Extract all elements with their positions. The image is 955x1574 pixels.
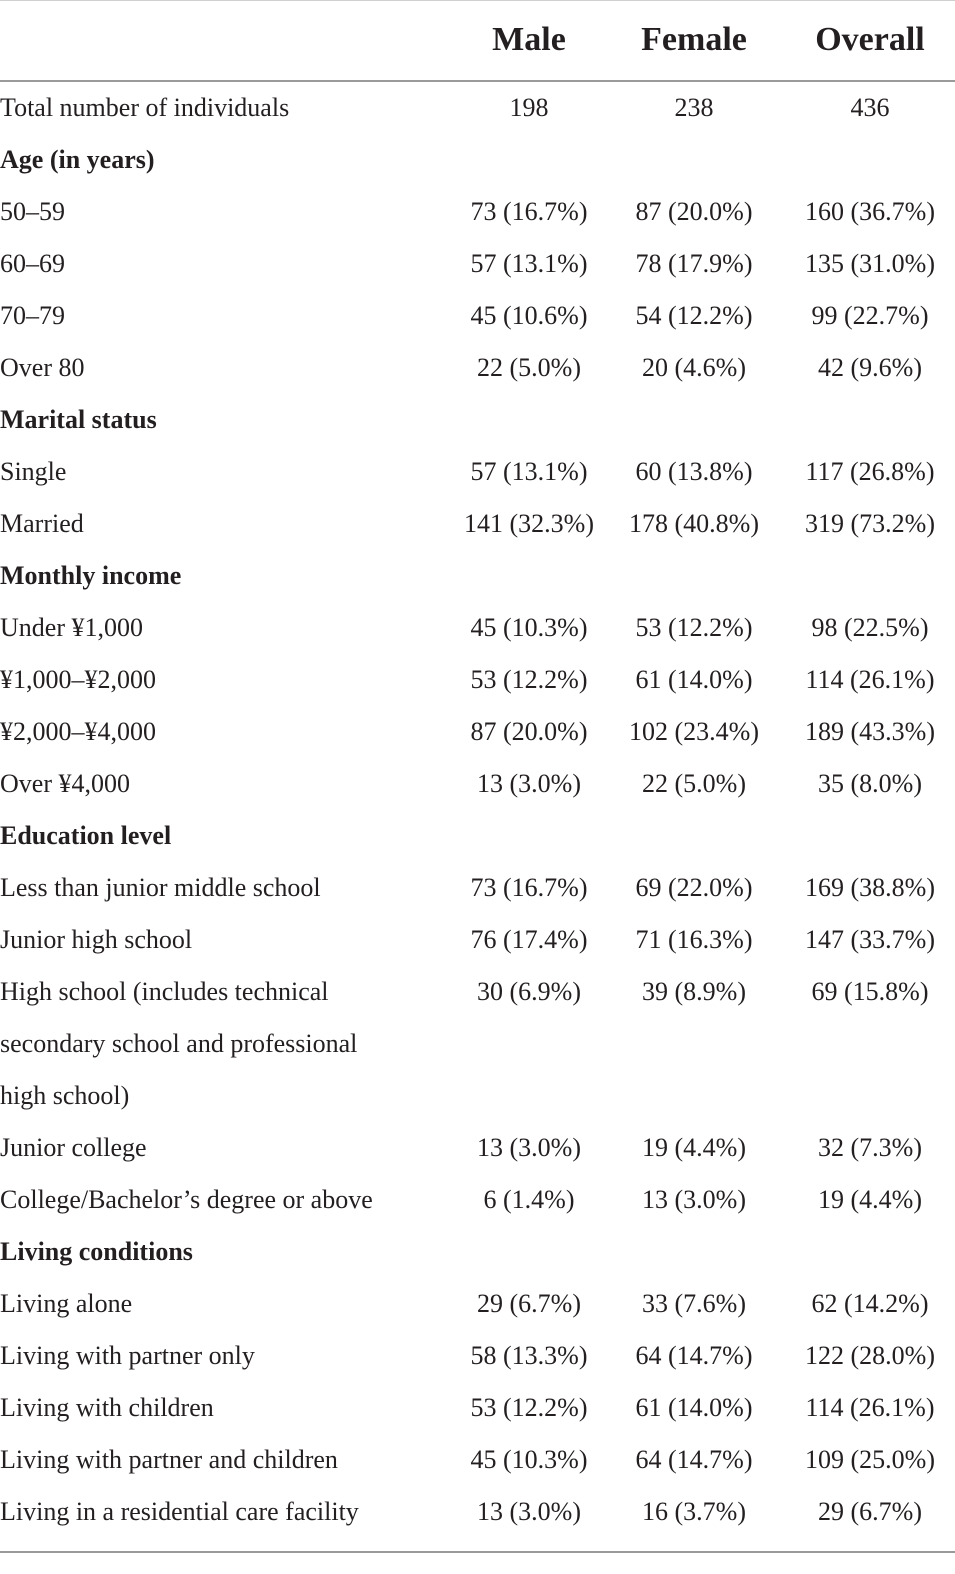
male-value-cell: 57 (13.1%) — [470, 249, 588, 278]
male-value-cell: 13 (3.0%) — [477, 769, 581, 798]
table-row — [0, 1330, 955, 1382]
table-body — [0, 82, 955, 1538]
overall-value-cell: 98 (22.5%) — [811, 613, 929, 642]
section-label: Living conditions — [0, 1237, 193, 1266]
male-value-cell: 45 (10.3%) — [470, 1445, 588, 1474]
row-label: College/Bachelor’s degree or above — [0, 1185, 373, 1214]
overall-value-cell: 122 (28.0%) — [805, 1341, 935, 1370]
row-label: Junior high school — [0, 925, 193, 954]
section-header-row — [0, 134, 955, 186]
male-value-cell: 13 (3.0%) — [477, 1133, 581, 1162]
row-label: 50–59 — [0, 197, 65, 226]
table-row — [0, 654, 955, 706]
row-label: Living with partner and children — [0, 1445, 338, 1474]
column-header-female: Female — [641, 21, 747, 58]
male-value-cell: 29 (6.7%) — [477, 1289, 581, 1318]
overall-value-cell: 99 (22.7%) — [811, 301, 929, 330]
male-value-cell: 13 (3.0%) — [477, 1497, 581, 1526]
table-row — [0, 706, 955, 758]
table-row — [0, 1486, 955, 1538]
male-value-cell: 198 — [509, 93, 549, 122]
table-row — [0, 446, 955, 498]
female-value-cell: 238 — [674, 93, 714, 122]
overall-value-cell: 319 (73.2%) — [805, 509, 935, 538]
female-value-cell: 64 (14.7%) — [635, 1341, 753, 1370]
row-label: Living alone — [0, 1289, 133, 1318]
female-value-cell: 78 (17.9%) — [635, 249, 753, 278]
table-row — [0, 602, 955, 654]
overall-value-cell: 114 (26.1%) — [805, 665, 935, 694]
overall-value-cell: 109 (25.0%) — [805, 1445, 935, 1474]
row-label: ¥2,000–¥4,000 — [0, 717, 156, 746]
section-label: Monthly income — [0, 561, 182, 590]
section-header-row — [0, 1226, 955, 1278]
table-row — [0, 1278, 955, 1330]
overall-value-cell: 117 (26.8%) — [805, 457, 935, 486]
overall-value-cell: 29 (6.7%) — [818, 1497, 922, 1526]
female-value-cell: 54 (12.2%) — [635, 301, 753, 330]
table-row — [0, 290, 955, 342]
male-value-cell: 57 (13.1%) — [470, 457, 588, 486]
section-header-row — [0, 810, 955, 862]
male-value-cell: 45 (10.6%) — [470, 301, 588, 330]
section-header-row — [0, 550, 955, 602]
table-row — [0, 1434, 955, 1486]
female-value-cell: 13 (3.0%) — [642, 1185, 746, 1214]
table-row — [0, 862, 955, 914]
female-value-cell: 71 (16.3%) — [635, 925, 753, 954]
male-value-cell: 6 (1.4%) — [483, 1185, 575, 1214]
overall-value-cell: 169 (38.8%) — [805, 873, 935, 902]
section-label: Education level — [0, 821, 172, 850]
male-value-cell: 53 (12.2%) — [470, 665, 588, 694]
female-value-cell: 16 (3.7%) — [642, 1497, 746, 1526]
female-value-cell: 22 (5.0%) — [642, 769, 746, 798]
overall-value-cell: 135 (31.0%) — [805, 249, 935, 278]
table-row — [0, 914, 955, 966]
female-value-cell: 61 (14.0%) — [635, 665, 753, 694]
overall-value-cell: 147 (33.7%) — [805, 925, 935, 954]
overall-value-cell: 160 (36.7%) — [805, 197, 935, 226]
row-label: Living with partner only — [0, 1341, 255, 1370]
overall-value-cell: 62 (14.2%) — [811, 1289, 929, 1318]
table-row — [0, 966, 955, 1122]
row-label: Married — [0, 509, 84, 538]
column-header-male: Male — [492, 21, 566, 58]
female-value-cell: 19 (4.4%) — [642, 1133, 746, 1162]
row-label: Under ¥1,000 — [0, 613, 143, 642]
table-row — [0, 238, 955, 290]
row-label: ¥1,000–¥2,000 — [0, 665, 156, 694]
overall-value-cell: 35 (8.0%) — [818, 769, 922, 798]
overall-value-cell: 69 (15.8%) — [811, 977, 929, 1006]
female-value-cell: 178 (40.8%) — [629, 509, 759, 538]
table-row — [0, 758, 955, 810]
row-label: Living in a residential care facility — [0, 1497, 359, 1526]
female-value-cell: 87 (20.0%) — [635, 197, 753, 226]
male-value-cell: 30 (6.9%) — [477, 977, 581, 1006]
male-value-cell: 73 (16.7%) — [470, 197, 588, 226]
overall-value-cell: 19 (4.4%) — [818, 1185, 922, 1214]
male-value-cell: 141 (32.3%) — [464, 509, 594, 538]
table-row — [0, 1174, 955, 1226]
female-value-cell: 60 (13.8%) — [635, 457, 753, 486]
female-value-cell: 39 (8.9%) — [642, 977, 746, 1006]
overall-value-cell: 436 — [850, 93, 890, 122]
bottom-rule — [0, 1551, 955, 1553]
male-value-cell: 45 (10.3%) — [470, 613, 588, 642]
overall-value-cell: 42 (9.6%) — [818, 353, 922, 382]
female-value-cell: 33 (7.6%) — [642, 1289, 746, 1318]
table-row — [0, 186, 955, 238]
section-label: Marital status — [0, 405, 157, 434]
male-value-cell: 58 (13.3%) — [470, 1341, 588, 1370]
table-row — [0, 342, 955, 394]
male-value-cell: 76 (17.4%) — [470, 925, 588, 954]
male-value-cell: 73 (16.7%) — [470, 873, 588, 902]
row-label: Less than junior middle school — [0, 873, 321, 902]
section-header-row — [0, 394, 955, 446]
overall-value-cell: 32 (7.3%) — [818, 1133, 922, 1162]
row-label: 60–69 — [0, 249, 65, 278]
female-value-cell: 64 (14.7%) — [635, 1445, 753, 1474]
row-label: Single — [0, 457, 67, 486]
table-row — [0, 1122, 955, 1174]
male-value-cell: 53 (12.2%) — [470, 1393, 588, 1422]
table-row — [0, 498, 955, 550]
female-value-cell: 102 (23.4%) — [629, 717, 759, 746]
overall-value-cell: 189 (43.3%) — [805, 717, 935, 746]
female-value-cell: 61 (14.0%) — [635, 1393, 753, 1422]
row-label: High school (includes technical secondary school and professional high school) — [0, 977, 358, 1110]
table-header — [0, 0, 955, 80]
male-value-cell: 22 (5.0%) — [477, 353, 581, 382]
female-value-cell: 20 (4.6%) — [642, 353, 746, 382]
row-label: Over 80 — [0, 353, 85, 382]
female-value-cell: 53 (12.2%) — [635, 613, 753, 642]
overall-value-cell: 114 (26.1%) — [805, 1393, 935, 1422]
table-row — [0, 82, 955, 134]
column-header-overall: Overall — [815, 21, 925, 58]
row-label: Over ¥4,000 — [0, 769, 130, 798]
female-value-cell: 69 (22.0%) — [635, 873, 753, 902]
row-label: 70–79 — [0, 301, 65, 330]
row-label: Junior college — [0, 1133, 147, 1162]
row-label: Living with children — [0, 1393, 214, 1422]
section-label: Age (in years) — [0, 145, 155, 174]
row-label: Total number of individuals — [0, 93, 290, 122]
table-row — [0, 1382, 955, 1434]
male-value-cell: 87 (20.0%) — [470, 717, 588, 746]
